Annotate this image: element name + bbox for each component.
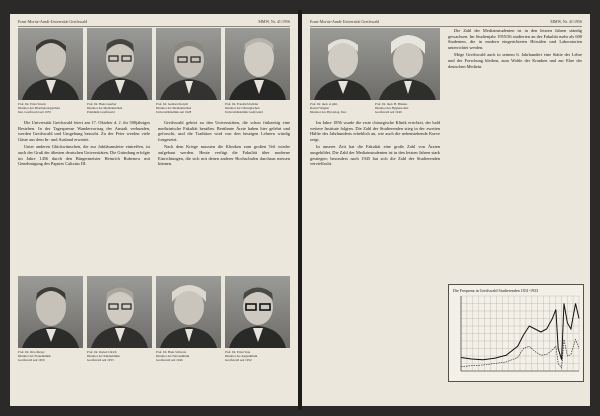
left-page-header [18, 18, 290, 27]
right-page [302, 14, 590, 406]
portrait-caption: Prof. Dr. Otto Meyer Direktor der Frauenklinik Greifswald seit 1950 [18, 350, 51, 362]
portrait-card [225, 276, 290, 364]
portrait-card [156, 28, 221, 116]
left-header-ref: MMW, Nr. 41/1956 [258, 19, 290, 24]
portrait-card [87, 28, 152, 116]
portrait-card [310, 28, 375, 116]
right-page-header [310, 18, 582, 27]
portrait-card [18, 28, 83, 116]
portrait-card [375, 28, 440, 116]
portrait-photo [310, 28, 375, 100]
portrait-card [87, 276, 152, 364]
portrait-caption: Prof. Dr. Hans Gaerber Direktor der Medizinischen Poliklinik Greifswald [87, 102, 123, 114]
right-header-title: Ernst-Moritz-Arndt-Universität Greifswald [310, 19, 380, 24]
student-frequency-chart [448, 284, 584, 382]
portrait-photo [87, 276, 152, 348]
portrait-caption: Prof. Dr. med. H. Blasius Direktor des Hygiene-Inst. Greifswald seit 1949 [375, 102, 410, 114]
portrait-caption: Prof. Dr. Hans Schwarz Direktor der Nervenklinik Greifswald seit 1946 [156, 350, 190, 362]
portrait-photo [375, 28, 440, 100]
left-article-text: Die Universität Greifswald feiert am 17. Oktober d. J. ihr 500jähriges Bestehen. In der Tagespresse Wandervortrag der Anstalt verbunden, werden Greifswald und Umgebung besucht. Zu der Feier werden viele Gäste aus dem In- und Ausland erwartet. Unter anderen Glückwünschen, die zur Jubiläumsfeier eintreffen, ist auch der Gruß der ältesten deutschen Universitäten. Die Gründung erfolgte im Jahre 1456 durch den Bürgermeister Heinrich Rubenow mit Genehmigung des Papstes Calixtus III. Greifswald gehört zu den Universitäten, die schon frühzeitig eine medizinische Fakultät besaßen. Berühmte Ärzte haben hier gelehrt und geforscht, und die Tradition wird von den heutigen Lehrern würdig fortgesetzt. Nach dem Kriege mussten die Kliniken zum großen Teil wieder aufgebaut werden. Heute verfügt die Fakultät über moderne Einrichtungen, die sich mit denen anderer Hochschulen durchaus messen können. [18, 120, 290, 167]
top-portrait-row-right [310, 28, 440, 116]
right-article-text-column-1: Im Jahre 1856 wurde die erste chirurgische Klinik errichtet, der bald weitere Institute folgten. Die Zahl der Studierenden stieg in der zweiten Hälfte des Jahrhunderts erheblich an, wie auch die nebenstehende Kurve zeigt. In unserer Zeit hat die Fakultät eine große Zahl von Ärzten ausgebildet. Die Zahl der Medizinstudenten ist in den letzten Jahren stark gestiegen; besonders nach 1945 hat sich die Zahl der Studierenden vervielfacht. [310, 120, 440, 167]
portrait-caption: Prof. Dr. Ernst Voss Direktor der Augenklinik Greifswald seit 1952 [225, 350, 258, 362]
portrait-caption: Prof. Dr. Gerhard Katsch Direktor der Medizinischen Universitätsklinik seit 1928 [156, 102, 192, 114]
portrait-card [18, 276, 83, 364]
portrait-photo [225, 276, 290, 348]
right-header-ref: MMW, Nr. 41/1956 [550, 19, 582, 24]
left-header-title: Ernst-Moritz-Arndt-Universität Greifswald [18, 19, 88, 24]
portrait-photo [156, 276, 221, 348]
chart-title: Die Frequenz in Greifswald Studierenden 1831-1933 [453, 288, 538, 293]
portrait-photo [18, 276, 83, 348]
left-page [10, 14, 298, 406]
portrait-card [225, 28, 290, 116]
portrait-photo [225, 28, 290, 100]
chart-svg [449, 285, 583, 381]
portrait-caption: Prof. Dr. Ernst Struck Direktor des Pharmakologischen Inst. Greifswald seit 1955 [18, 102, 60, 114]
portrait-caption: Prof. Dr. Friedrich Köhler Direktor der Chirurgischen Universitätsklinik Greifswald [225, 102, 263, 114]
bottom-portrait-row-left [18, 276, 290, 364]
portrait-photo [156, 28, 221, 100]
right-article-text-column-2: Die Zahl der Medizinstudenten ist in den letzten Jahren ständig gewachsen. Im Studienjahr 1955/56 studierten an der Fakultät mehr als 600 Studenten, die in modern eingerichteten Hörsälen und Laboratorien unterrichtet werden. Möge Greifswald auch in seinem 6. Jahrhundert eine Stätte der Lehre und der Forschung bleiben, zum Wohle der Kranken und zur Ehre der deutschen Medizin. [448, 28, 582, 69]
portrait-photo [18, 28, 83, 100]
portrait-photo [87, 28, 152, 100]
portrait-caption: Prof. Dr. Robert Ulrich Direktor der Kinderklinik Greifswald seit 1953 [87, 350, 120, 362]
portrait-caption: Prof. Dr. med. et phil. Robert Wagner Direktor des Physiolog. Inst. [310, 102, 347, 114]
top-portrait-row-left [18, 28, 290, 116]
portrait-card [156, 276, 221, 364]
